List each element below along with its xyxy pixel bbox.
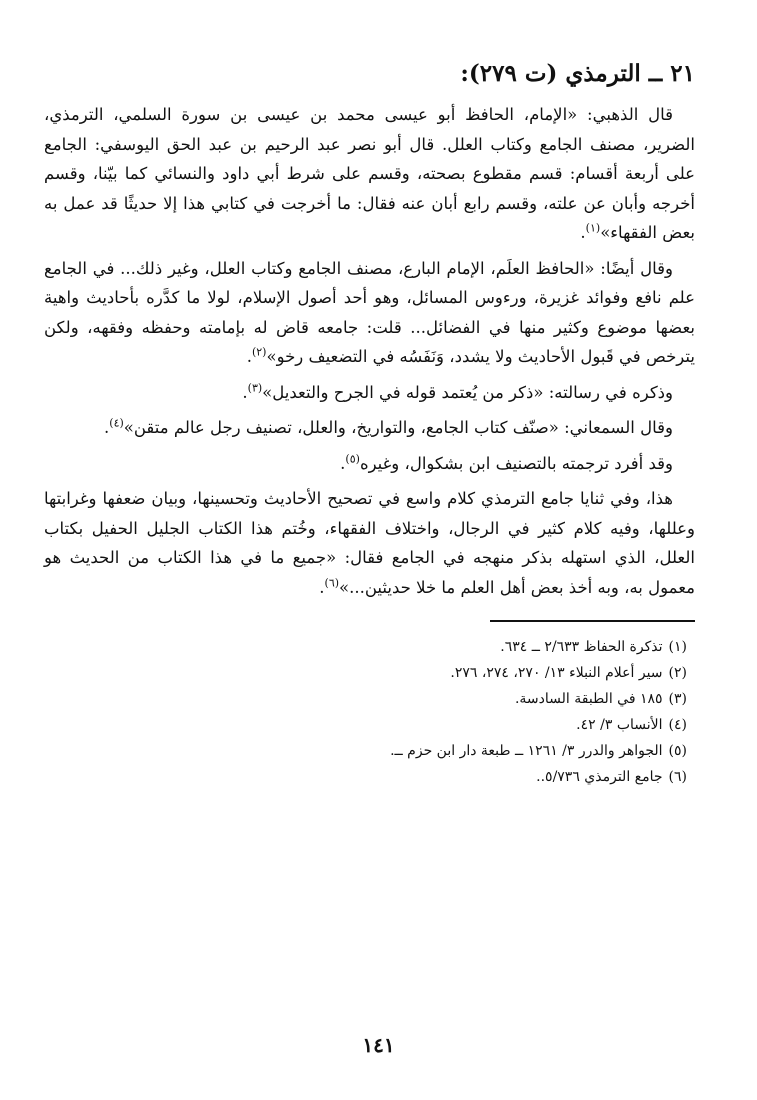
section-heading: ٢١ ــ الترمذي (ت ٢٧٩): xyxy=(460,60,695,87)
footnote-number: (٣) xyxy=(668,691,687,707)
paragraph-tail: . xyxy=(246,347,252,366)
paragraph-jami xyxy=(44,484,695,602)
footnote-text: الجواهر والدرر ٣/ ١٢٦١ ــ طبعة دار ابن حزم ــ. xyxy=(390,743,663,759)
body-text xyxy=(44,100,695,602)
page-number: ١٤١ xyxy=(362,1033,395,1057)
footnote-separator xyxy=(490,620,695,622)
footnote-number: (٤) xyxy=(668,717,687,733)
footnote-1 xyxy=(44,634,695,660)
paragraph-dhahabi-1 xyxy=(44,100,695,248)
paragraph-dhahabi-2 xyxy=(44,254,695,372)
footnote-number: (٥) xyxy=(668,743,687,759)
footnote-2 xyxy=(44,660,695,686)
footnote-text: سير أعلام النبلاء ١٣/ ٢٧٠، ٢٧٤، ٢٧٦. xyxy=(450,665,663,681)
paragraph-text: وقال أيضًا: «الحافظ العلَم، الإمام البارع، مصنف الجامع وكتاب العلل، وغير ذلك... في الجامع علم نافع وفوائد غزيرة، ورءوس المسائل، وهو أحد أصول الإسلام، لولا ما كدَّره بأحاديث واهية بعضها موضوع وكثير منها في الفضائل... قلت: جامعه قاض له بإمامته وحفظه وفقهه، ولكن يترخص في قَبول الأحاديث ولا يشدد، وَنَفَسُه في التضعيف رخو» xyxy=(44,258,695,366)
footnote-text: جامع الترمذي ٥/٧٣٦.. xyxy=(536,769,663,785)
paragraph-tail: . xyxy=(340,453,346,473)
paragraph-bashkuwal xyxy=(44,449,695,479)
footnote-ref: (٤) xyxy=(109,416,124,430)
footnote-number: (١) xyxy=(668,639,687,655)
footnote-5 xyxy=(44,738,695,764)
paragraph-text: وقال السمعاني: «صنّف كتاب الجامع، والتواريخ، والعلل، تصنيف رجل عالم متقن» xyxy=(123,418,673,437)
paragraph-risala xyxy=(44,378,695,408)
footnote-4 xyxy=(44,712,695,738)
footnote-number: (٦) xyxy=(668,769,687,785)
footnote-ref: (٢) xyxy=(251,345,267,359)
footnote-ref: (٣) xyxy=(247,381,263,394)
paragraph-tail: . xyxy=(319,577,325,597)
paragraph-text: قال الذهبي: «الإمام، الحافظ أبو عيسى محمد بن عيسى بن سورة السلمي، الترمذي، الضرير، مصنف الجامع وكتاب العلل. قال أبو نصر عبد الرحيم بن عبد الحق اليوسفي: الجامع على أربعة أقسام: قسم مقطوع بصحته، وقسم على شرط أبي داود والنسائي كما بيّنا، وقسم أخرجه وأبان عن علته، وقسم رابع أبان عنه فقال: ما أخرجت في كتابي هذا إلا حديثًا قد عمل به بعض الفقهاء» xyxy=(44,105,695,242)
paragraph-tail: . xyxy=(104,418,110,437)
footnote-3 xyxy=(44,686,695,712)
footnote-text: ١٨٥ في الطبقة السادسة. xyxy=(514,691,663,707)
paragraph-text: وقد أفرد ترجمته بالتصنيف ابن بشكوال، وغيره xyxy=(359,453,673,473)
footnote-6 xyxy=(44,764,695,790)
paragraph-text: هذا، وفي ثنايا جامع الترمذي كلام واسع في تصحيح الأحاديث وتحسينها، وبيان ضعفها وغرابتها وعللها، وفيه كلام كثير في الرجال، واختلاف الفقهاء، وخُتم هذا الكتاب الجليل الحفيل بكتاب العلل، الذي استهله بذكر منهجه في الجامع فقال: «جميع ما في هذا الكتاب من الحديث هو معمول به، وبه أخذ بعض أهل العلم ما خلا حديثين...» xyxy=(44,489,695,597)
paragraph-samani xyxy=(44,413,695,443)
footnote-text: الأنساب ٣/ ٤٢. xyxy=(576,717,663,733)
book-page xyxy=(44,56,695,790)
footnote-number: (٢) xyxy=(668,665,687,681)
paragraph-text: وذكره في رسالته: «ذكر من يُعتمد قوله في الجرح والتعديل» xyxy=(262,382,673,402)
footnotes-list xyxy=(44,634,695,790)
footnote-ref: (٥) xyxy=(345,452,360,465)
paragraph-tail: . xyxy=(580,223,586,242)
footnote-ref: (٦) xyxy=(324,576,340,589)
paragraph-tail: . xyxy=(242,382,248,402)
footnote-text: تذكرة الحفاظ ٢/٦٣٣ ــ ٦٣٤. xyxy=(500,639,663,655)
footnote-ref: (١) xyxy=(585,221,601,235)
